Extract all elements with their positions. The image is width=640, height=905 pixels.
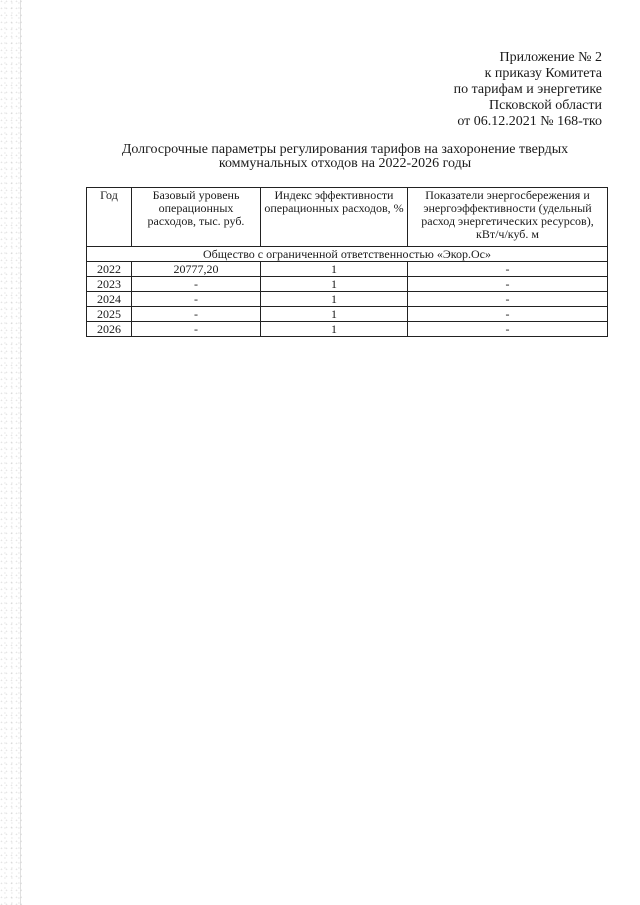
cell-base-expenses: - xyxy=(132,307,261,322)
document-title-line-2: коммунальных отходов на 2022-2026 годы xyxy=(218,156,472,171)
cell-year: 2022 xyxy=(87,262,132,277)
cell-efficiency-index: 1 xyxy=(261,307,408,322)
cell-base-expenses: - xyxy=(132,277,261,292)
regulation-parameters-table xyxy=(86,187,608,337)
cell-energy-indicators: - xyxy=(408,292,608,307)
appendix-number: Приложение № 2 xyxy=(499,50,602,65)
cell-base-expenses: - xyxy=(132,322,261,337)
table-header-row xyxy=(87,188,608,247)
cell-year: 2026 xyxy=(87,322,132,337)
cell-efficiency-index: 1 xyxy=(261,262,408,277)
column-header-energy-indicators: Показатели энергосбережения и энергоэффективности (удельный расход энергетических ресурсов), кВт/ч/куб. м xyxy=(408,188,608,247)
appendix-header xyxy=(454,50,602,130)
order-reference: к приказу Комитета xyxy=(484,66,602,81)
committee-name: по тарифам и энергетике xyxy=(453,82,602,97)
column-header-efficiency-index: Индекс эффективности операционных расходов, % xyxy=(261,188,408,247)
table-row xyxy=(87,322,608,337)
document-title xyxy=(90,143,600,171)
cell-year: 2025 xyxy=(87,307,132,322)
column-header-year: Год xyxy=(87,188,132,247)
cell-energy-indicators: - xyxy=(408,322,608,337)
organization-row xyxy=(87,247,608,262)
cell-efficiency-index: 1 xyxy=(261,277,408,292)
cell-year: 2023 xyxy=(87,277,132,292)
cell-efficiency-index: 1 xyxy=(261,292,408,307)
cell-base-expenses: 20777,20 xyxy=(132,262,261,277)
cell-energy-indicators: - xyxy=(408,262,608,277)
scan-edge-line xyxy=(20,0,21,905)
cell-year: 2024 xyxy=(87,292,132,307)
table-row xyxy=(87,262,608,277)
document-title-line-1: Долгосрочные параметры регулирования тарифов на захоронение твердых xyxy=(121,142,569,157)
organization-name: Общество с ограниченной ответственностью «Экор.Ос» xyxy=(87,247,608,262)
table-row xyxy=(87,277,608,292)
table-row xyxy=(87,307,608,322)
cell-energy-indicators: - xyxy=(408,277,608,292)
table-row xyxy=(87,292,608,307)
region-name: Псковской области xyxy=(488,98,602,113)
scan-edge-noise xyxy=(0,0,22,905)
cell-base-expenses: - xyxy=(132,292,261,307)
column-header-base-expenses: Базовый уровень операционных расходов, тыс. руб. xyxy=(132,188,261,247)
order-date-number: от 06.12.2021 № 168-тко xyxy=(457,114,602,129)
cell-efficiency-index: 1 xyxy=(261,322,408,337)
cell-energy-indicators: - xyxy=(408,307,608,322)
